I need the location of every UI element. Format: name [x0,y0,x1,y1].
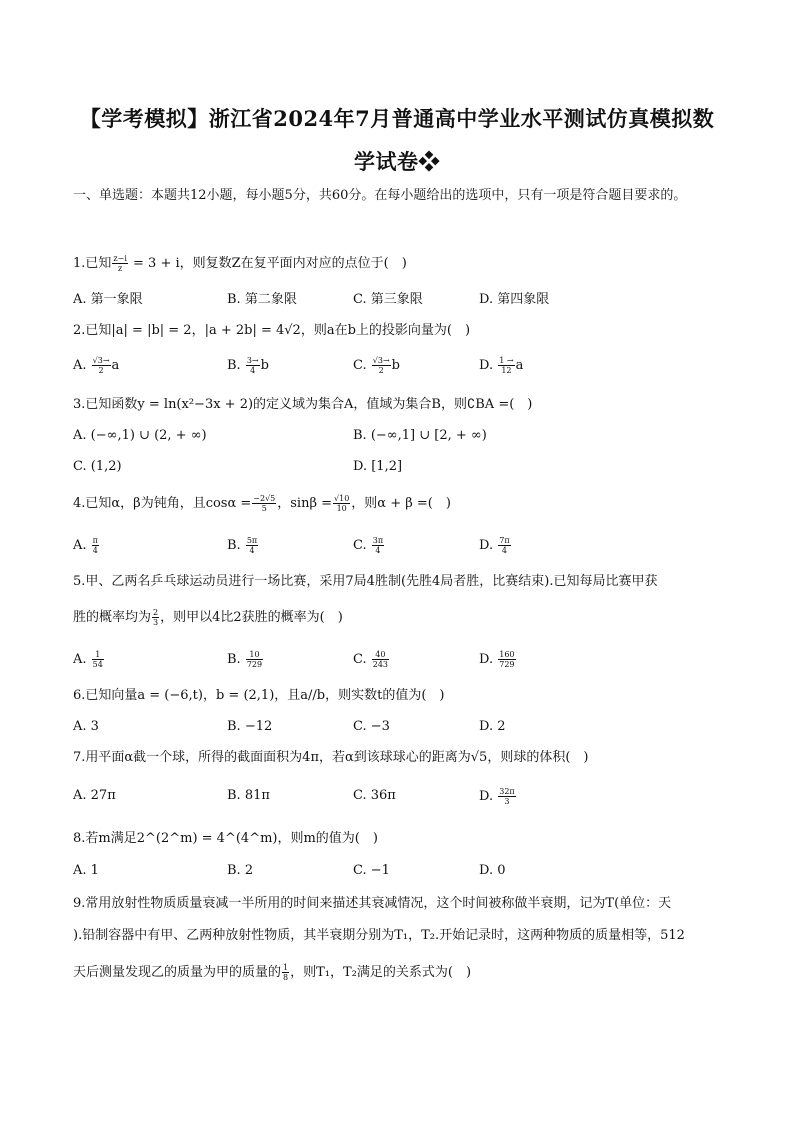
q1-option-c: C. 第三象限 [353,292,423,307]
fraction: $\frac{z-i}{z}$ [113,254,127,273]
q4-option-d: D. $\frac{7\pi}{4}$ [479,536,510,555]
q3-option-a: A. (−∞,1) ∪ (2, + ∞) [73,428,207,443]
q5-option-c: C. $\frac{40}{243}$ [353,650,389,669]
question-3: 3.已知函数y = ln(x²−3x + 2)的定义域为集合A，值域为集合B，则∁BA =( ) [73,397,533,412]
q2-option-b: B. $\frac{3\to}{4}$ b [227,356,269,375]
question-4: 4.已知α，β为钝角，且cosα = $\frac{-2√5}{5}$ ，sinβ = $\frac{√10}{10}$ ，则α + β =( ) [73,494,451,513]
q6-option-c: C. −3 [353,719,390,734]
q2-option-d: D. $\frac{1 \to}{12}$ a [479,356,524,375]
q7-option-c: C. 36π [353,788,396,803]
q8-option-c: C. −1 [353,863,390,878]
question-9-line3: 天后测量发现乙的质量为甲的质量的 $\frac{1}{8}$ ，则T₁，T₂满足的关系式为( ) [73,963,472,982]
q1-option-a: A. 第一象限 [73,292,143,307]
q3-option-b: B. (−∞,1] ∪ [2, + ∞) [353,428,487,443]
q4-option-a: A. $\frac{\pi}{4}$ [73,536,98,555]
q5-option-b: B. $\frac{10}{729}$ [227,650,263,669]
q6-option-a: A. 3 [73,719,99,734]
question-5-line1: 5.甲、乙两名乒乓球运动员进行一场比赛，采用7局4胜制(先胜4局者胜，比赛结束).已知每局比赛甲获 [73,574,658,589]
section-header: 一、单选题：本题共12小题，每小题5分，共60分。在每小题给出的选项中，只有一项是符合题目要求的。 [73,188,687,203]
q7-option-b: B. 81π [227,788,270,803]
q4-option-c: C. $\frac{3\pi}{4}$ [353,536,384,555]
q7-option-d: D. $\frac{32\pi}{3}$ [479,787,515,806]
q1-option-d: D. 第四象限 [479,292,550,307]
q8-option-d: D. 0 [479,863,506,878]
q6-option-d: D. 2 [479,719,506,734]
q3-option-c: C. (1,2) [73,459,122,474]
q1-option-b: B. 第二象限 [227,292,297,307]
question-9-line1: 9.常用放射性物质质量衰减一半所用的时间来描述其衰减情况，这个时间被称做半衰期，记为T(单位：天 [73,896,672,911]
q8-option-a: A. 1 [73,863,99,878]
question-7: 7.用平面α截一个球，所得的截面面积为4π，若α到该球球心的距离为√5，则球的体积( ) [73,750,589,765]
q2-option-a: A. $\frac{√3\to}{2}$ a [73,356,120,375]
q3-option-d: D. [1,2] [353,459,403,474]
question-6: 6.已知向量a = (−6,t)，b = (2,1)，且a//b，则实数t的值为( ) [73,688,445,703]
question-2: 2.已知|a| = |b| = 2，|a + 2b| = 4√2，则a在b上的投影向量为( ) [73,323,471,338]
question-1: 1.已知 $\frac{z-i}{z}$ = 3 + i，则复数Z在复平面内对应的点位于( ) [73,254,407,273]
question-8: 8.若m满足2^(2^m) = 4^(4^m)，则m的值为( ) [73,831,378,846]
page-title-line1: 【学考模拟】浙江省2024年7月普通高中学业水平测试仿真模拟数 [79,106,715,131]
question-9-line2: ).铅制容器中有甲、乙两种放射性物质，其半衰期分别为T₁，T₂.开始记录时，这两种物质的质量相等，512 [73,928,685,943]
page-title-line2: 学试卷❖ [354,149,440,174]
q5-option-d: D. $\frac{160}{729}$ [479,650,515,669]
q8-option-b: B. 2 [227,863,254,878]
q2-option-c: C. $\frac{√3\to}{2}$ b [353,356,400,375]
question-5-line2: 胜的概率均为 $\frac{2}{3}$ ，则甲以4比2获胜的概率为( ) [73,608,343,627]
q4-option-b: B. $\frac{5\pi}{4}$ [227,536,258,555]
q5-option-a: A. $\frac{1}{54}$ [73,650,103,669]
q6-option-b: B. −12 [227,719,273,734]
q7-option-a: A. 27π [73,788,116,803]
